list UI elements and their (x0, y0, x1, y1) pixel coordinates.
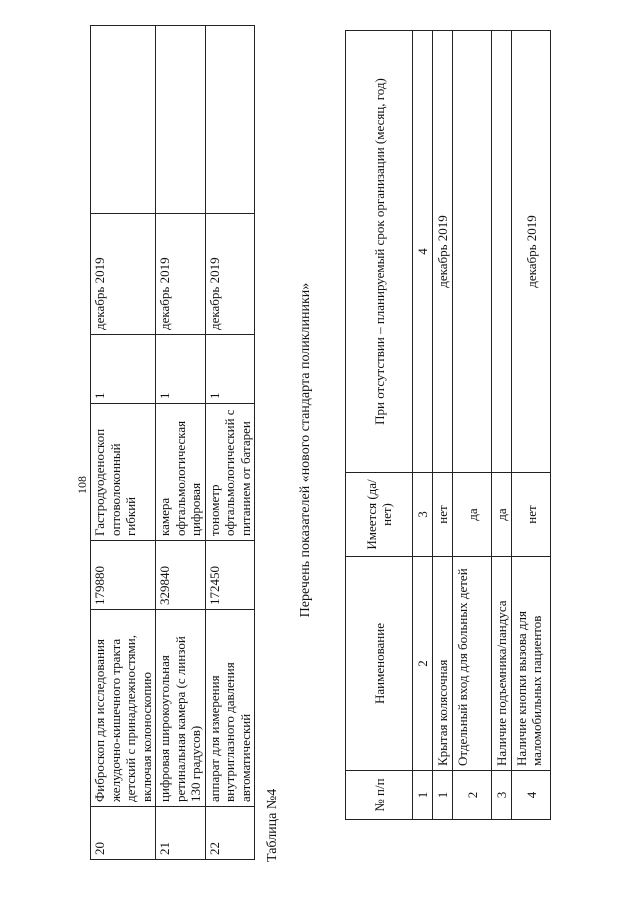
cell-name: цифровая широкоугольная ретинальная камера (с линзой 130 градусов) (156, 610, 206, 807)
cell-num: 1 (433, 771, 453, 820)
cell-num: 2 (453, 771, 492, 820)
cell-has: нет (433, 473, 453, 557)
cell-num: 21 (156, 807, 206, 860)
cell-model: Гастродуоденоскоп оптоволоконный гибкий (91, 404, 156, 541)
table-row (91, 26, 156, 860)
cell-price: 329840 (156, 541, 206, 610)
cell-num: 4 (512, 771, 551, 820)
cell-empty (91, 26, 156, 214)
cell-num: 22 (205, 807, 255, 860)
col-number: 3 (413, 473, 433, 557)
cell-has: да (492, 473, 512, 557)
equipment-table (90, 25, 255, 860)
cell-empty (205, 26, 255, 214)
col-number: 2 (413, 557, 433, 771)
cell-name: Отдельный вход для больных детей (453, 557, 492, 771)
header-row (346, 31, 413, 820)
cell-qty: 1 (205, 335, 255, 404)
cell-term (492, 31, 512, 473)
table-title: Перечень показателей «нового стандарта поликлиники» (298, 282, 313, 618)
table-row (512, 31, 551, 820)
cell-empty (156, 26, 206, 214)
header-num: № п/п (346, 771, 413, 820)
cell-term: декабрь 2019 (512, 31, 551, 473)
header-term: При отсутствии – планируемый срок организации (месяц, год) (346, 31, 413, 473)
column-number-row (413, 31, 433, 820)
cell-model: камера офтальмологическая цифровая (156, 404, 206, 541)
cell-term: декабрь 2019 (433, 31, 453, 473)
indicators-table (345, 30, 551, 820)
col-number: 1 (413, 771, 433, 820)
header-name: Наименование (346, 557, 413, 771)
header-has: Имеется (да/нет) (346, 473, 413, 557)
cell-name: Наличие кнопки вызова для маломобильных пациентов (512, 557, 551, 771)
table-row (433, 31, 453, 820)
cell-name: Наличие подъемника/пандуса (492, 557, 512, 771)
cell-price: 172450 (205, 541, 255, 610)
cell-model: тонометр офтальмологический с питанием от батареи (205, 404, 255, 541)
table-row (453, 31, 492, 820)
rotated-page (20, 20, 620, 880)
cell-price: 179880 (91, 541, 156, 610)
cell-name: Крытая колясочная (433, 557, 453, 771)
cell-qty: 1 (156, 335, 206, 404)
table-row (205, 26, 255, 860)
cell-qty: 1 (91, 335, 156, 404)
table-row (156, 26, 206, 860)
cell-has: нет (512, 473, 551, 557)
table-label: Таблица №4 (265, 788, 280, 862)
cell-date: декабрь 2019 (91, 214, 156, 335)
cell-name: аппарат для измерения внутриглазного давления автоматический (205, 610, 255, 807)
cell-date: декабрь 2019 (205, 214, 255, 335)
cell-date: декабрь 2019 (156, 214, 206, 335)
cell-num: 20 (91, 807, 156, 860)
page-number: 108 (75, 476, 89, 494)
table-row (492, 31, 512, 820)
cell-term (453, 31, 492, 473)
cell-name: Фиброскоп для исследования желудочно-кишечного тракта детский с принадлежностями, включая колоноскопию (91, 610, 156, 807)
cell-has: да (453, 473, 492, 557)
col-number: 4 (413, 31, 433, 473)
cell-num: 3 (492, 771, 512, 820)
